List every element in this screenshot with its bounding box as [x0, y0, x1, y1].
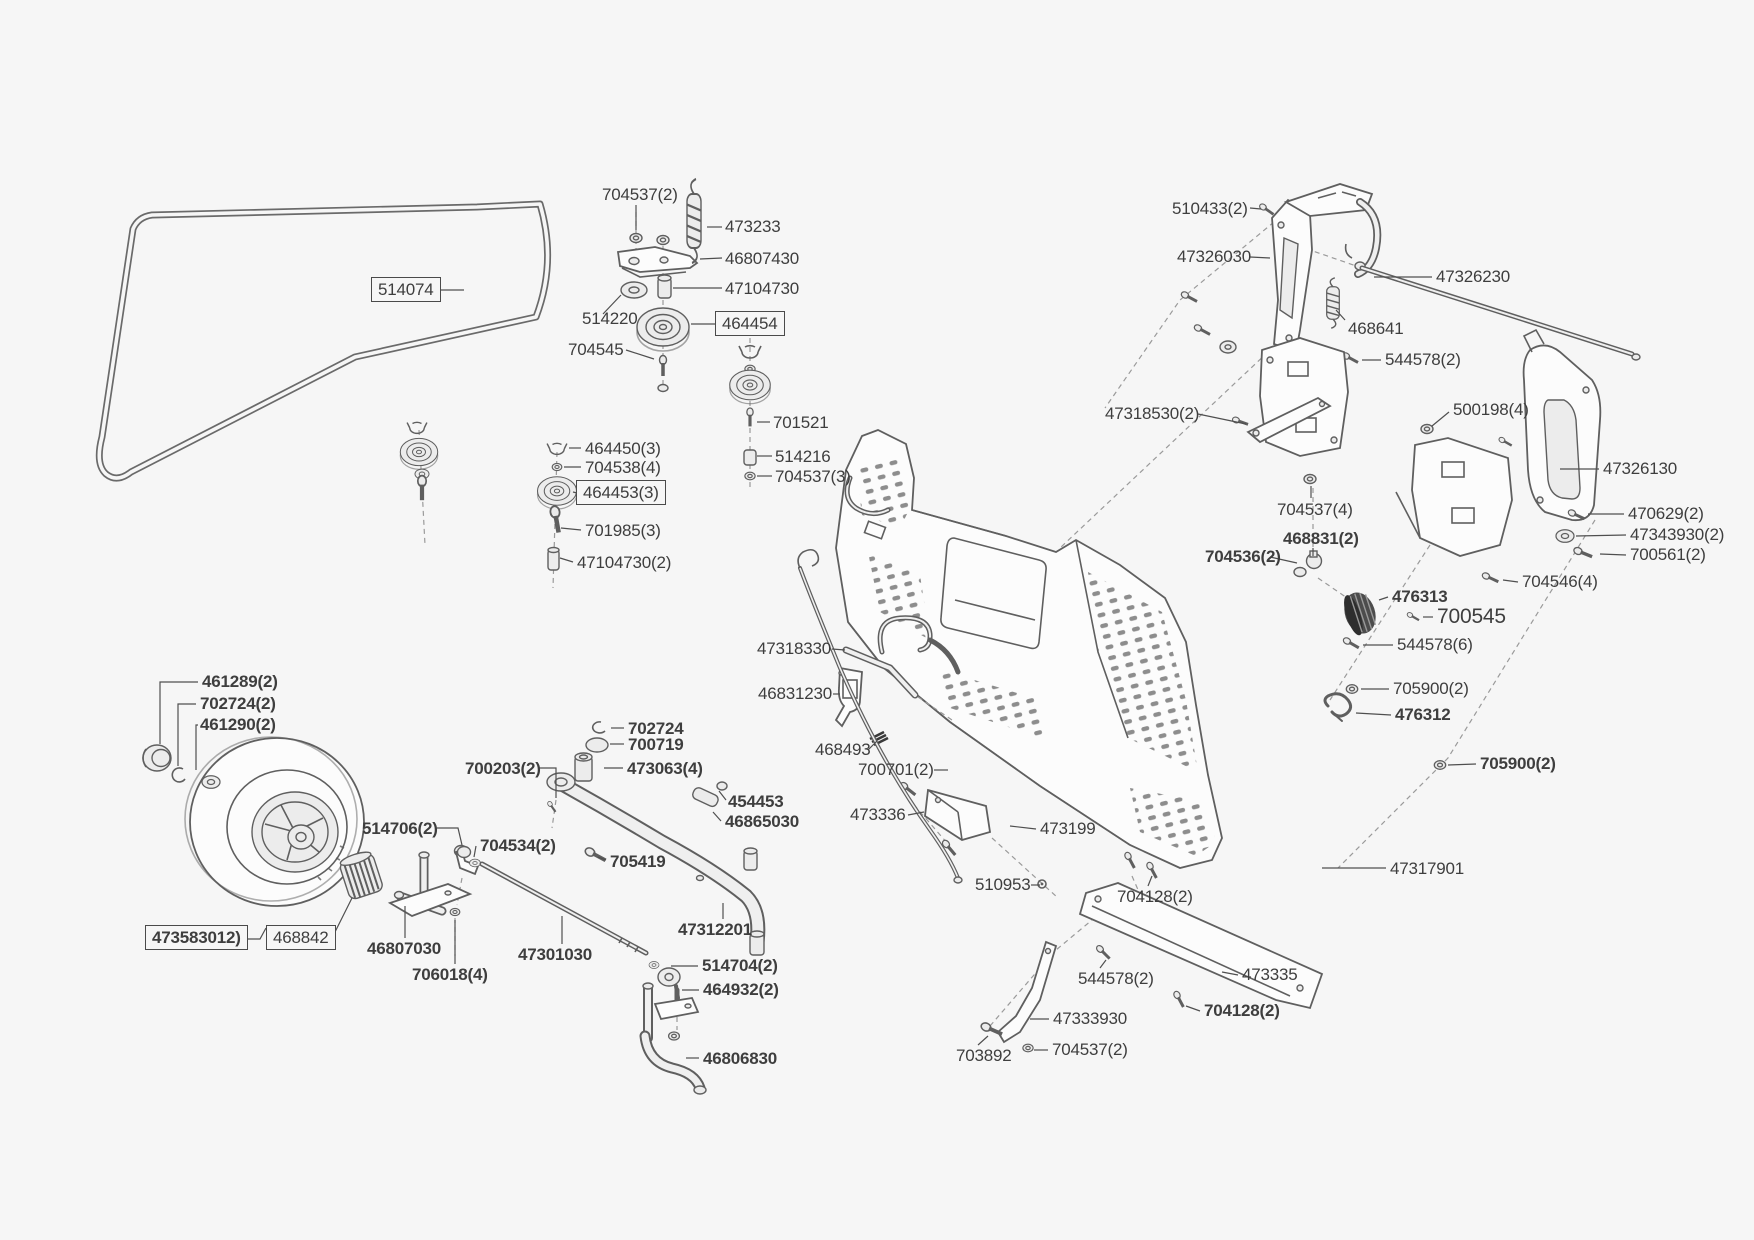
part-label: 700203(2) [465, 759, 541, 778]
part-label: 703892 [956, 1046, 1012, 1065]
part-label: 544578(6) [1397, 635, 1473, 654]
part-label: 46831230 [758, 684, 833, 703]
part-label: 702724(2) [200, 694, 276, 713]
part-label: 476312 [1395, 705, 1451, 724]
part-label: 476313 [1392, 587, 1448, 606]
part-label: 704538(4) [585, 458, 661, 477]
part-label: 514704(2) [702, 956, 778, 975]
part-label: 704537(2) [1052, 1040, 1128, 1059]
part-label: 47104730(2) [577, 553, 672, 572]
part-label: 454453 [728, 792, 784, 811]
part-label: 47326230 [1436, 267, 1511, 286]
part-label: 461289(2) [202, 672, 278, 691]
part-label: 701985(3) [585, 521, 661, 540]
part-label: 700719 [628, 735, 684, 754]
part-label: 702724 [628, 719, 684, 738]
part-label: 464450(3) [585, 439, 661, 458]
part-label: 473335 [1242, 965, 1298, 984]
part-label: 705900(2) [1480, 754, 1556, 773]
part-label: 510953 [975, 875, 1031, 894]
part-label: 704537(3) [775, 467, 851, 486]
part-label: 46807430 [725, 249, 800, 268]
part-label: 468493 [815, 740, 871, 759]
part-label: 700701(2) [858, 760, 934, 779]
part-label: 464454 [715, 311, 785, 336]
part-label: 47326030 [1177, 247, 1252, 266]
part-label: 473583012) [145, 925, 248, 950]
part-label: 47333930 [1053, 1009, 1128, 1028]
part-label: 705900(2) [1393, 679, 1469, 698]
part-label: 47104730 [725, 279, 800, 298]
part-label: 473199 [1040, 819, 1096, 838]
part-label: 514216 [775, 447, 831, 466]
part-label: 706018(4) [412, 965, 488, 984]
part-label: 704537(2) [602, 185, 678, 204]
part-label: 704545 [568, 340, 624, 359]
part-label: 701521 [773, 413, 829, 432]
part-label: 47343930(2) [1630, 525, 1725, 544]
part-label: 46806830 [703, 1049, 778, 1068]
part-label: 468842 [266, 925, 336, 950]
part-label: 704534(2) [480, 836, 556, 855]
part-label: 704128(2) [1117, 887, 1193, 906]
part-label: 510433(2) [1172, 199, 1248, 218]
part-label: 46807030 [367, 939, 442, 958]
part-label: 47318530(2) [1105, 404, 1200, 423]
part-label: 705419 [610, 852, 666, 871]
part-label: 470629(2) [1628, 504, 1704, 523]
part-label: 514220 [582, 309, 638, 328]
part-label: 473063(4) [627, 759, 703, 778]
part-label: 704536(2) [1205, 547, 1281, 566]
part-label: 700561(2) [1630, 545, 1706, 564]
part-label: 47317901 [1390, 859, 1465, 878]
part-label: 46865030 [725, 812, 800, 831]
part-label: 704537(4) [1277, 500, 1353, 519]
part-label: 461290(2) [200, 715, 276, 734]
part-label: 464932(2) [703, 980, 779, 999]
part-label: 473233 [725, 217, 781, 236]
part-label: 500198(4) [1453, 400, 1529, 419]
part-label: 544578(2) [1385, 350, 1461, 369]
part-label: 544578(2) [1078, 969, 1154, 988]
part-label: 514074 [371, 277, 441, 302]
part-label: 47318330 [757, 639, 832, 658]
part-label: 468641 [1348, 319, 1404, 338]
part-label: 704128(2) [1204, 1001, 1280, 1020]
part-label: 700545 [1437, 605, 1506, 628]
part-label: 47312201 [678, 920, 753, 939]
part-label: 704546(4) [1522, 572, 1598, 591]
part-label: 473336 [850, 805, 906, 824]
part-label: 464453(3) [576, 480, 666, 505]
part-label: 47301030 [518, 945, 593, 964]
part-label: 47326130 [1603, 459, 1678, 478]
part-label: 468831(2) [1283, 529, 1359, 548]
part-label: 514706(2) [362, 819, 438, 838]
